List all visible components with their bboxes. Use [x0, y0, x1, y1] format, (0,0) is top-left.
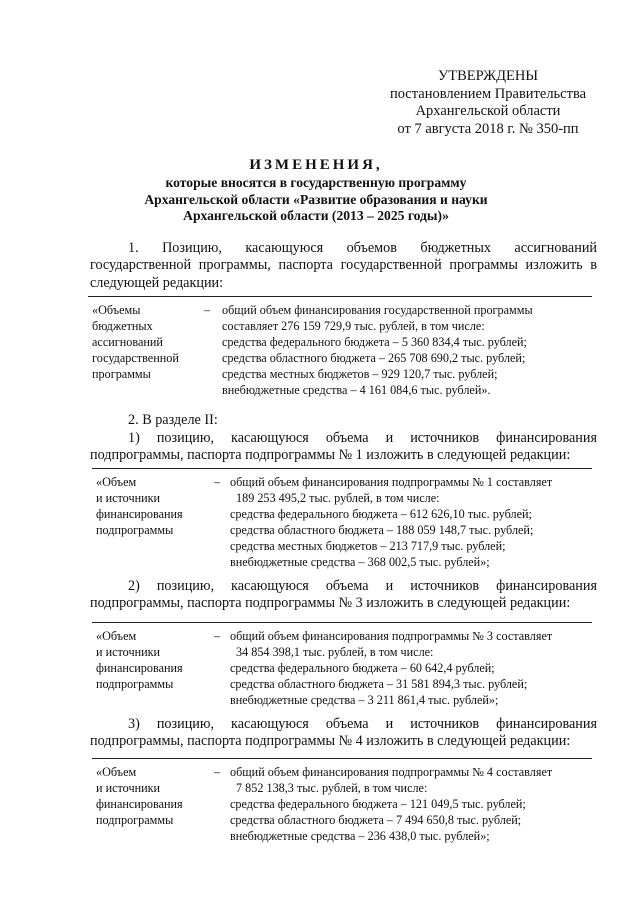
table-label: «Объем и источники финансирования подпрограммы: [96, 765, 183, 827]
approval-line: постановлением Правительства: [389, 85, 587, 102]
paragraph-2-1: 1) позицию, касающуюся объема и источников финансирования подпрограммы, паспорта подпрограммы № 1 изложить в следующей редакции:: [90, 430, 597, 464]
table-subprogram-3: [92, 622, 592, 707]
approval-line: от 7 августа 2018 г. № 350-пп: [397, 120, 579, 137]
table-dash: –: [204, 303, 211, 317]
table-subprogram-4: [92, 758, 592, 843]
approval-stamp: [372, 68, 604, 138]
approval-line: Архангельской области: [415, 103, 561, 119]
table-values: общий объем финансирования государственной программы составляет 276 159 729,9 тыс. рублей, в том числе: средства федерального бюджета – 5 360 834,4 тыс. рублей; средства областного бюджета – 265 708 690,2 тыс. рублей; средства местных бюджетов – 929 120,7 тыс. рублей; внебюджетные средства – 4 161 084,6 тыс. рублей».: [222, 303, 533, 397]
table-dash: –: [214, 629, 221, 643]
table-dash: –: [214, 765, 221, 779]
table-values: общий объем финансирования подпрограммы № 3 составляет 34 854 398,1 тыс. рублей, в том числе: средства федерального бюджета – 60 642,4 рублей; средства областного бюджета – 31 581 894,3 тыс. рублей; внебюджетные средства – 3 211 861,4 тыс. рублей»;: [230, 629, 553, 707]
table-subprogram-1: [92, 468, 592, 569]
table-values: общий объем финансирования подпрограммы № 4 составляет 7 852 138,3 тыс. рублей, в том числе: средства федерального бюджета – 121 049,5 тыс. рублей; средства областного бюджета – 7 494 650,8 тыс. рублей; внебюджетные средства – 236 438,0 тыс. рублей»;: [230, 765, 553, 843]
section-2-heading: 2. В разделе II:: [128, 412, 218, 428]
paragraph-1: 1. Позицию, касающуюся объемов бюджетных ассигнований государственной программы, паспорта государственной программы изложить в следующей редакции:: [90, 240, 597, 291]
table-values: общий объем финансирования подпрограммы № 1 составляет 189 253 495,2 тыс. рублей, в том числе: средства федерального бюджета – 612 626,10 тыс. рублей; средства областного бюджета – 188 059 148,7 тыс. рублей; средства местных бюджетов – 213 717,9 тыс. рублей; внебюджетные средства – 368 002,5 тыс. рублей»;: [230, 475, 553, 569]
title-line: Архангельской области (2013 – 2025 годы)»: [183, 208, 449, 224]
title-line: которые вносятся в государственную программу: [165, 175, 467, 190]
title-main: ИЗМЕНЕНИЯ,: [249, 157, 383, 173]
document-title: [90, 156, 542, 225]
table-budget-program: [88, 296, 592, 397]
table-label: «Объемы бюджетных ассигнований государственной программы: [92, 303, 179, 381]
title-line: Архангельской области «Развитие образования и науки: [144, 191, 488, 207]
table-label: «Объем и источники финансирования подпрограммы: [96, 475, 183, 537]
table-label: «Объем и источники финансирования подпрограммы: [96, 629, 183, 691]
paragraph-2-2: 2) позицию, касающуюся объема и источников финансирования подпрограммы, паспорта подпрограммы № 3 изложить в следующей редакции:: [90, 578, 597, 612]
paragraph-2-3: 3) позицию, касающуюся объема и источников финансирования подпрограммы, паспорта подпрограммы № 4 изложить в следующей редакции:: [90, 716, 597, 750]
table-dash: –: [214, 475, 221, 489]
approval-line: УТВЕРЖДЕНЫ: [437, 68, 539, 84]
